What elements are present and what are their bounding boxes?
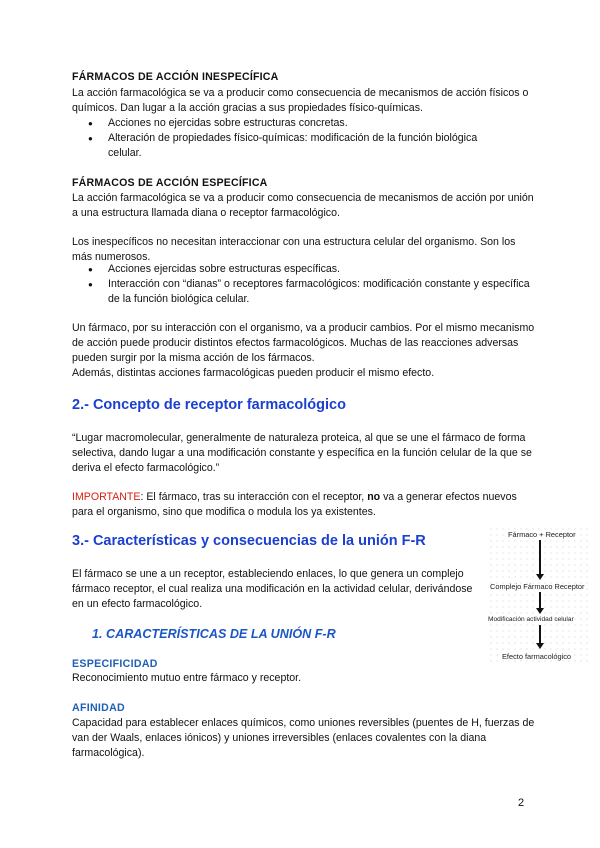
specific-text: La acción farmacológica se va a producir como consecuencia de mecanismos de acción por unión a una estructura llamada diana o receptor farmacológico. [72, 192, 534, 219]
affinity-text: Capacidad para establecer enlaces químicos, como uniones reversibles (puentes de H, fuerzas de van der Waals, enlaces iónicos) y uniones irreversibles (enlaces covalentes con la diana farmacológica). [72, 717, 535, 759]
diagram-arrowhead-2 [536, 608, 544, 614]
list-item: ● Interacción con “dianas” o receptores farmacológicos: modificación constante y específica de la función biológica celular. [72, 277, 537, 307]
important-pre: : El fármaco, tras su interacción con el receptor, [140, 491, 368, 503]
page-number: 2 [518, 797, 525, 809]
specificity-label: ESPECIFICIDAD [72, 658, 158, 670]
specificity-text: Reconocimiento mutuo entre fármaco y receptor. [72, 672, 302, 684]
diagram-step-2: Complejo Fármaco Receptor [490, 582, 585, 591]
nonspecific-text: La acción farmacológica se va a producir como consecuencia de mecanismos de acción físicos o químicos. Dan lugar a la acción gracias a sus propiedades físico-químicas. [72, 87, 529, 114]
fr-flow-diagram [488, 526, 592, 666]
important-label: IMPORTANTE [72, 491, 141, 503]
important-post: va a generar efectos nuevos para el organismo, sino que modifica o modula los ya existentes. [72, 491, 517, 518]
specific-title: FÁRMACOS DE ACCIÓN ESPECÍFICA [72, 177, 268, 189]
nonspecific-bullets [72, 116, 537, 161]
section3-title: 3.- Características y consecuencias de la unión F-R [72, 533, 426, 549]
section2-title: 2.- Concepto de receptor farmacológico [72, 397, 346, 413]
diagram-arrow-3 [539, 625, 541, 645]
diagram-arrowhead-3 [536, 643, 544, 649]
important-note [72, 490, 537, 520]
diagram-arrow-1 [539, 540, 541, 576]
section2-quote: “Lugar macromolecular, generalmente de naturaleza proteica, al que se une el fármaco de forma selectiva, dando lugar a una modificación constante y específica en la función celular de la que se deriva el efecto farmacológico.” [72, 432, 532, 474]
list-item: ● Acciones no ejercidas sobre estructuras concretas. [72, 116, 537, 131]
specific-text4: Además, distintas acciones farmacológicas pueden producir el mismo efecto. [72, 367, 435, 379]
important-bold: no [367, 491, 381, 503]
affinity-label: AFINIDAD [72, 702, 126, 714]
specific-text3: Un fármaco, por su interacción con el organismo, va a producir cambios. Por el mismo mecanismo de acción puede producir distintos efectos farmacológicos. Muchas de las reacciones adversas pueden surgir por la misma acción de los fármacos. [72, 322, 535, 364]
nonspecific-title: FÁRMACOS DE ACCIÓN INESPECÍFICA [72, 71, 279, 83]
list-item: ● Alteración de propiedades físico-químicas: modificación de la función biológica celular. [72, 131, 537, 161]
diagram-step-4: Efecto farmacológico [502, 652, 572, 661]
diagram-arrowhead-1 [536, 574, 544, 580]
list-item: ● Acciones ejercidas sobre estructuras específicas. [72, 262, 537, 277]
specific-bullets [72, 262, 537, 307]
diagram-step-1: Fármaco + Receptor [508, 530, 576, 539]
specific-text2: Los inespecíficos no necesitan interaccionar con una estructura celular del organismo. Son los más numerosos. [72, 236, 516, 263]
section3-subtitle: 1. CARACTERÍSTICAS DE LA UNIÓN F-R [92, 627, 336, 641]
section3-text: El fármaco se une a un receptor, estableciendo enlaces, lo que genera un complejo fármaco receptor, el cual realiza una modificación en la actividad celular, derivándose en un efecto farmacológico. [72, 568, 473, 610]
diagram-step-3: Modificación actividad celular [488, 616, 574, 623]
